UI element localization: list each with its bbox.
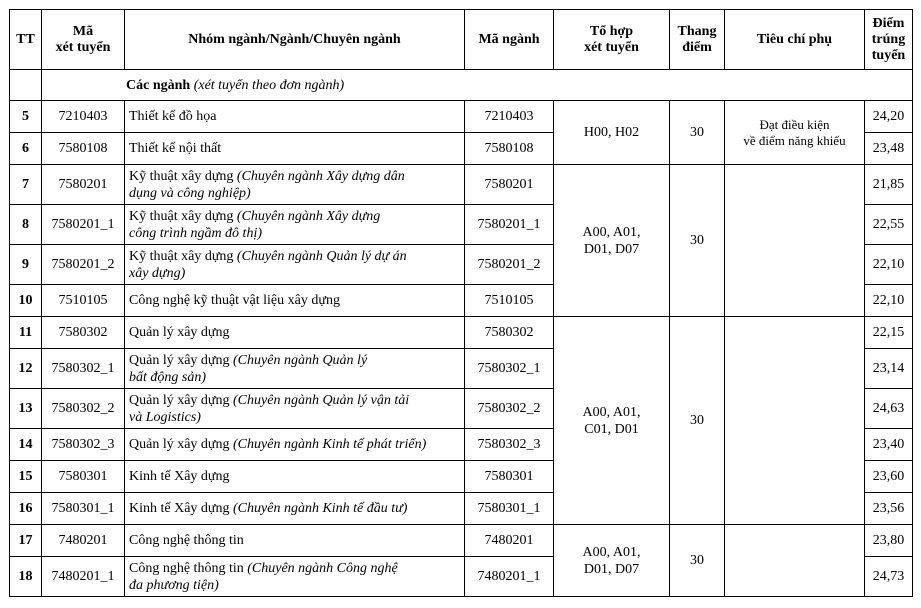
header-to-hop: Tổ hợp xét tuyển [554, 10, 670, 70]
header-tt: TT [10, 10, 42, 70]
thang-diem-group-4: 30 [670, 525, 725, 597]
row-diem: 24,20 [865, 101, 913, 133]
tieu-chi-phu-group-3 [725, 317, 865, 525]
group-row [10, 70, 913, 101]
row-ma-xet-tuyen: 7580302 [42, 317, 125, 349]
row-diem: 23,60 [865, 461, 913, 493]
row-ma-xet-tuyen: 7580302_1 [42, 349, 125, 389]
header-thang-diem: Thang điểm [670, 10, 725, 70]
row-ma-nganh: 7580201_1 [465, 205, 554, 245]
row-ma-xet-tuyen: 7580302_2 [42, 389, 125, 429]
row-nganh: Kỹ thuật xây dựng (Chuyên ngành Xây dựng công trình ngầm đô thị) [125, 205, 465, 245]
row-ma-nganh: 7580201 [465, 165, 554, 205]
header-ma-nganh: Mã ngành [465, 10, 554, 70]
row-diem: 22,10 [865, 285, 913, 317]
row-tt: 17 [10, 525, 42, 557]
row-ma-nganh: 7580302_2 [465, 389, 554, 429]
header-ma-xet-tuyen: Mã xét tuyển [42, 10, 125, 70]
row-nganh: Kinh tế Xây dựng [125, 461, 465, 493]
row-nganh: Quản lý xây dựng (Chuyên ngành Quản lý bất động sản) [125, 349, 465, 389]
tieu-chi-phu-group-2 [725, 165, 865, 317]
to-hop-group-4: A00, A01, D01, D07 [554, 525, 670, 597]
row-diem: 23,80 [865, 525, 913, 557]
row-ma-nganh: 7580302_3 [465, 429, 554, 461]
tieu-chi-phu-group-1: Đạt điều kiện về điểm năng khiếu [725, 101, 865, 165]
header-diem-trung-tuyen: Điểm trúng tuyển [865, 10, 913, 70]
row-tt: 12 [10, 349, 42, 389]
table-row [10, 101, 913, 133]
header-nhom-nganh: Nhóm ngành/Ngành/Chuyên ngành [125, 10, 465, 70]
row-tt: 8 [10, 205, 42, 245]
row-ma-xet-tuyen: 7210403 [42, 101, 125, 133]
row-ma-nganh: 7580108 [465, 133, 554, 165]
row-ma-nganh: 7510105 [465, 285, 554, 317]
row-ma-nganh: 7210403 [465, 101, 554, 133]
row-ma-xet-tuyen: 7580301 [42, 461, 125, 493]
row-nganh: Kinh tế Xây dựng (Chuyên ngành Kinh tế đầu tư) [125, 493, 465, 525]
row-nganh: Quản lý xây dựng (Chuyên ngành Quản lý vận tải và Logistics) [125, 389, 465, 429]
row-diem: 24,63 [865, 389, 913, 429]
row-nganh: Công nghệ thông tin (Chuyên ngành Công nghệ đa phương tiện) [125, 557, 465, 597]
table-row [10, 317, 913, 349]
to-hop-group-1: H00, H02 [554, 101, 670, 165]
group-spacer [10, 70, 42, 101]
row-ma-xet-tuyen: 7580302_3 [42, 429, 125, 461]
thang-diem-group-3: 30 [670, 317, 725, 525]
to-hop-group-3: A00, A01, C01, D01 [554, 317, 670, 525]
row-tt: 11 [10, 317, 42, 349]
row-ma-nganh: 7480201_1 [465, 557, 554, 597]
table-row [10, 165, 913, 205]
row-ma-nganh: 7580302 [465, 317, 554, 349]
thang-diem-group-2: 30 [670, 165, 725, 317]
row-diem: 23,14 [865, 349, 913, 389]
row-tt: 6 [10, 133, 42, 165]
row-tt: 16 [10, 493, 42, 525]
row-ma-xet-tuyen: 7480201_1 [42, 557, 125, 597]
row-diem: 22,15 [865, 317, 913, 349]
row-diem: 23,40 [865, 429, 913, 461]
row-tt: 5 [10, 101, 42, 133]
tieu-chi-phu-group-4 [725, 525, 865, 597]
row-tt: 10 [10, 285, 42, 317]
row-nganh: Công nghệ thông tin [125, 525, 465, 557]
row-ma-xet-tuyen: 7580201_2 [42, 245, 125, 285]
row-diem: 23,48 [865, 133, 913, 165]
group-title: Các ngành (xét tuyển theo đơn ngành) [42, 70, 913, 101]
header-row [10, 10, 913, 70]
row-tt: 13 [10, 389, 42, 429]
row-diem: 24,73 [865, 557, 913, 597]
row-ma-xet-tuyen: 7580201_1 [42, 205, 125, 245]
row-ma-xet-tuyen: 7580108 [42, 133, 125, 165]
table-row [10, 525, 913, 557]
row-tt: 9 [10, 245, 42, 285]
admission-scores-table [9, 9, 913, 597]
row-diem: 22,55 [865, 205, 913, 245]
row-ma-xet-tuyen: 7480201 [42, 525, 125, 557]
row-diem: 23,56 [865, 493, 913, 525]
row-tt: 7 [10, 165, 42, 205]
row-nganh: Thiết kế đồ họa [125, 101, 465, 133]
row-ma-nganh: 7580301_1 [465, 493, 554, 525]
row-ma-nganh: 7580302_1 [465, 349, 554, 389]
row-tt: 18 [10, 557, 42, 597]
header-tieu-chi-phu: Tiêu chí phụ [725, 10, 865, 70]
to-hop-group-2: A00, A01, D01, D07 [554, 165, 670, 317]
row-diem: 22,10 [865, 245, 913, 285]
row-nganh: Công nghệ kỹ thuật vật liệu xây dựng [125, 285, 465, 317]
row-tt: 15 [10, 461, 42, 493]
row-nganh: Quản lý xây dựng (Chuyên ngành Kinh tế phát triển) [125, 429, 465, 461]
row-nganh: Quản lý xây dựng [125, 317, 465, 349]
row-ma-nganh: 7580301 [465, 461, 554, 493]
row-nganh: Thiết kế nội thất [125, 133, 465, 165]
row-tt: 14 [10, 429, 42, 461]
row-nganh: Kỹ thuật xây dựng (Chuyên ngành Quản lý dự án xây dựng) [125, 245, 465, 285]
row-ma-xet-tuyen: 7510105 [42, 285, 125, 317]
thang-diem-group-1: 30 [670, 101, 725, 165]
row-diem: 21,85 [865, 165, 913, 205]
row-nganh: Kỹ thuật xây dựng (Chuyên ngành Xây dựng dân dụng và công nghiệp) [125, 165, 465, 205]
row-ma-xet-tuyen: 7580201 [42, 165, 125, 205]
row-ma-nganh: 7480201 [465, 525, 554, 557]
row-ma-nganh: 7580201_2 [465, 245, 554, 285]
row-ma-xet-tuyen: 7580301_1 [42, 493, 125, 525]
